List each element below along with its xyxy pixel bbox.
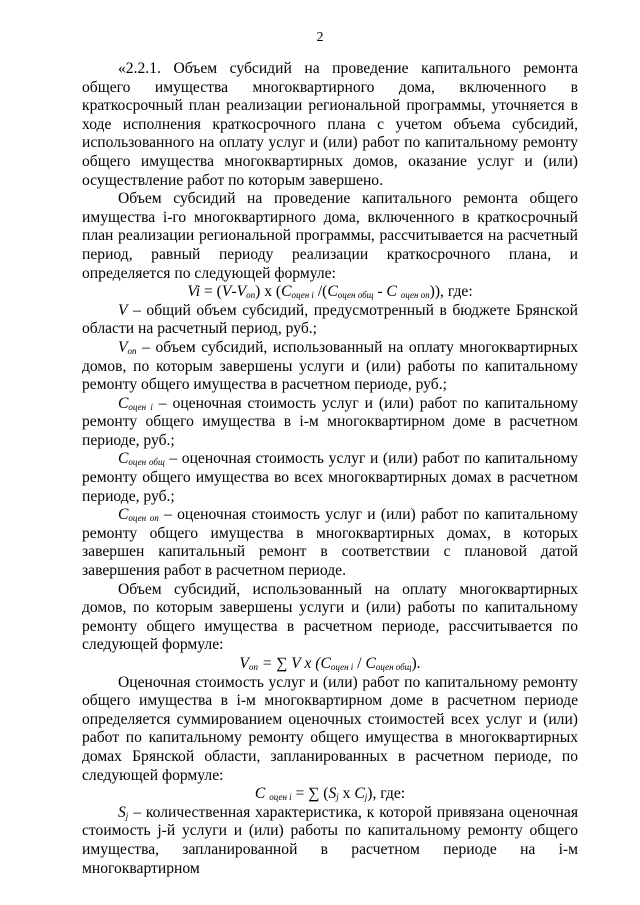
formula-vi: $Vi = (V-V_{оп})$ х ($С_{оцен i}$ $/(С_{оцен общ}$ - С $_{оцен оп}$)), где: xyxy=(187,283,473,301)
paragraph-estimated-cost: Оценочная стоимость услуг и (или) работ по капитальному ремонту общего имущества в i-м многоквартирном доме в расчетном периоде определяется суммированием оценочных стоимостей всех услуг и (или) работ по капитальному ремонту общего имущества в многоквартирных домах Брянской области, запланированных в расчетном периоде, по следующей формуле: xyxy=(82,673,578,784)
definition-v-op: $V_{оп}$ – объем субсидий, использованный на оплату многоквартирных домов, по которым завершены услуги и (или) работы по капитальному ремонту общего имущества в расчетном периоде, руб.; xyxy=(82,338,578,394)
paragraph-subsidy-volume: Объем субсидий на проведение капитального ремонта общего имущества i-го многоквартирного дома, включенного в краткосрочный план реализации региональной программы, рассчитывается на расчетный период, равный периоду реализации краткосрочного плана, и определяется по следующей формуле: xyxy=(82,190,578,282)
definition-c-i: $С_{оцен i}$ – оценочная стоимость услуг и (или) работ по капитальному ремонту общего имущества в i-м многоквартирном доме в расчетном периоде, руб.; xyxy=(82,394,578,449)
definition-v: V – общий объем субсидий, предусмотренный в бюджете Брянской области на расчетный период, руб.; xyxy=(82,301,578,338)
definition-c-op: $С_{оцен оп}$ – оценочная стоимость услуг и (или) работ по капитальному ремонту общего имущества в многоквартирных домах, в которых завершен капитальный ремонт в соответствии с плановой датой завершения работ в расчетном периоде. xyxy=(82,506,578,580)
document-body xyxy=(82,60,578,878)
definition-s-j: $S_j$ – количественная характеристика, к которой привязана оценочная стоимость j-й услуги и (или) работы по капитальному ремонту общего имущества, запланированной в расчетном периоде на i-м многоквартирном xyxy=(82,803,578,877)
formula-v-op: $V_{оп}$ = ∑ V х $(С_{оцен i} / С_{оцен общ})$. xyxy=(239,655,421,672)
formula-c-i: С $_{оцен i}$ = ∑ ($S_j$ х $C_j$), где: xyxy=(254,785,406,803)
paragraph-2-2-1: «2.2.1. Объем субсидий на проведение капитального ремонта общего имущества многоквартирного дома, включенного в краткосрочный план реализации региональной программы, уточняется в ходе исполнения краткосрочного плана с учетом объема субсидий, использованного на оплату услуг и (или) работ по капитальному ремонту общего имущества многоквартирных домов, оказание услуг и (или) осуществление работ по которым завершено. xyxy=(82,60,578,189)
paragraph-used-subsidy: Объем субсидий, использованный на оплату многоквартирных домов, по которым завершены услуги и (или) работы по капитальному ремонту общего имущества в расчетном периоде, рассчитывается по следующей формуле: xyxy=(82,580,578,654)
definition-c-obsh: $С_{оцен общ}$ – оценочная стоимость услуг и (или) работ по капитальному ремонту общего имущества во всех многоквартирных домах в расчетном периоде, руб.; xyxy=(82,450,578,505)
page-number: 2 xyxy=(316,30,324,45)
